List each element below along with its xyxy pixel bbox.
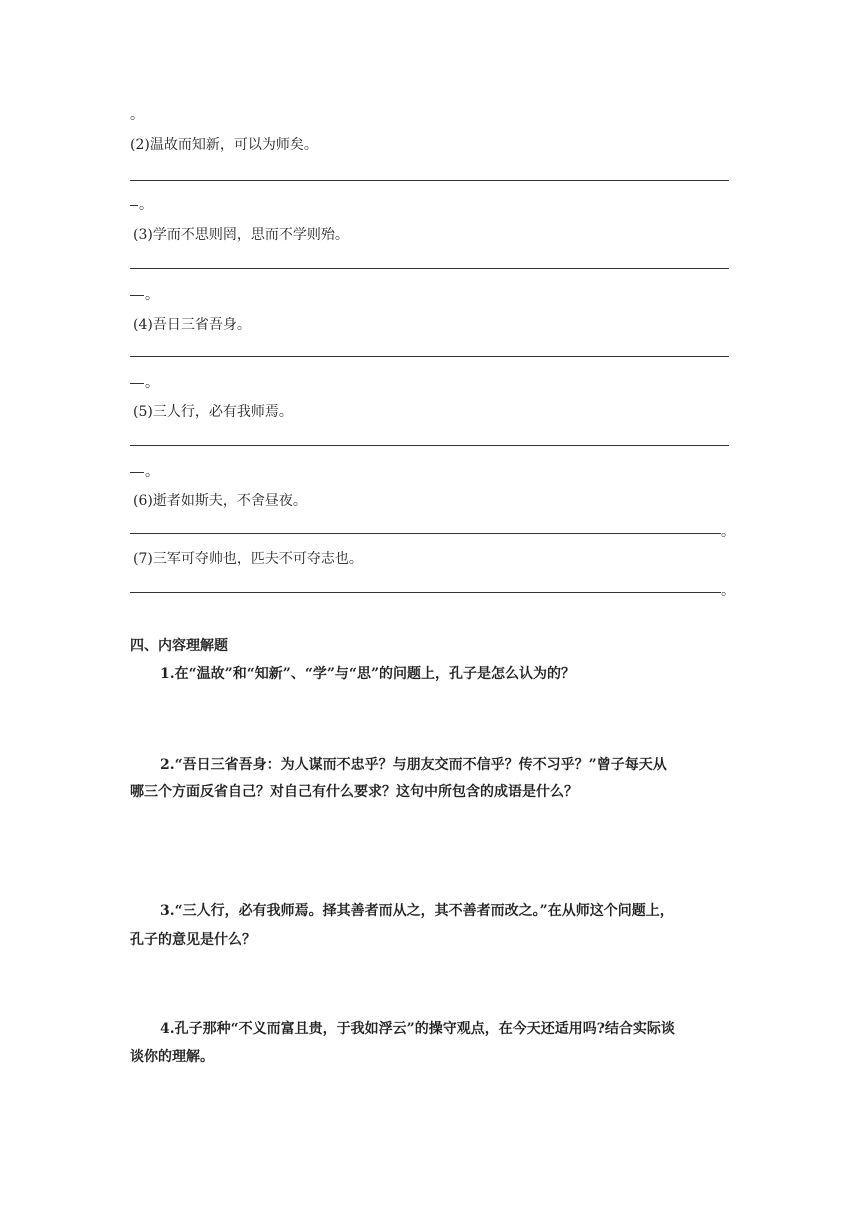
- answer-line-3-end: 。: [130, 284, 159, 304]
- answer-line-5[interactable]: [130, 445, 729, 446]
- translation-item-4: (4)吾日三省吾身。: [133, 317, 251, 333]
- leading-period: 。: [130, 107, 144, 123]
- answer-line-4[interactable]: [130, 356, 729, 357]
- question-2-line-1: 2.“吾日三省吾身：为人谋而不忠乎？与朋友交而不信乎？传不习乎？”曾子每天从: [160, 757, 667, 773]
- translation-item-7: (7)三军可夺帅也，匹夫不可夺志也。: [133, 551, 363, 567]
- question-4-line-1: 4.孔子那种“不义而富且贵，于我如浮云”的操守观点，在今天还适用吗?结合实际谈: [160, 1021, 675, 1037]
- answer-line-6[interactable]: [130, 533, 721, 534]
- translation-item-3: (3)学而不思则罔，思而不学则殆。: [133, 227, 349, 243]
- translation-item-5: (5)三人行，必有我师焉。: [133, 404, 293, 420]
- translation-item-2: (2)温故而知新，可以为师矣。: [130, 137, 318, 153]
- question-1: 1.在“温故”和“知新”、“学”与“思”的问题上，孔子是怎么认为的？: [160, 666, 576, 682]
- section-title: 四、内容理解题: [130, 638, 228, 654]
- answer-line-7[interactable]: [130, 592, 721, 593]
- question-3-line-1: 3.“三人行，必有我师焉。择其善者而从之，其不善者而改之。”在从师这个问题上，: [160, 903, 674, 919]
- answer-line-4-end: 。: [130, 372, 159, 392]
- answer-line-2[interactable]: [130, 180, 729, 181]
- answer-line-5-end: 。: [130, 461, 159, 481]
- question-4-line-2: 谈你的理解。: [130, 1049, 214, 1065]
- question-2-line-2: 哪三个方面反省自己？对自己有什么要求？这句中所包含的成语是什么？: [130, 784, 578, 800]
- translation-item-6: (6)逝者如斯夫，不舍昼夜。: [133, 493, 307, 509]
- answer-line-7-end: 。: [721, 583, 735, 599]
- answer-line-6-end: 。: [721, 524, 735, 540]
- answer-line-3[interactable]: [130, 268, 729, 269]
- answer-line-2-end: 。: [130, 194, 153, 214]
- question-3-line-2: 孔子的意见是什么？: [130, 932, 256, 948]
